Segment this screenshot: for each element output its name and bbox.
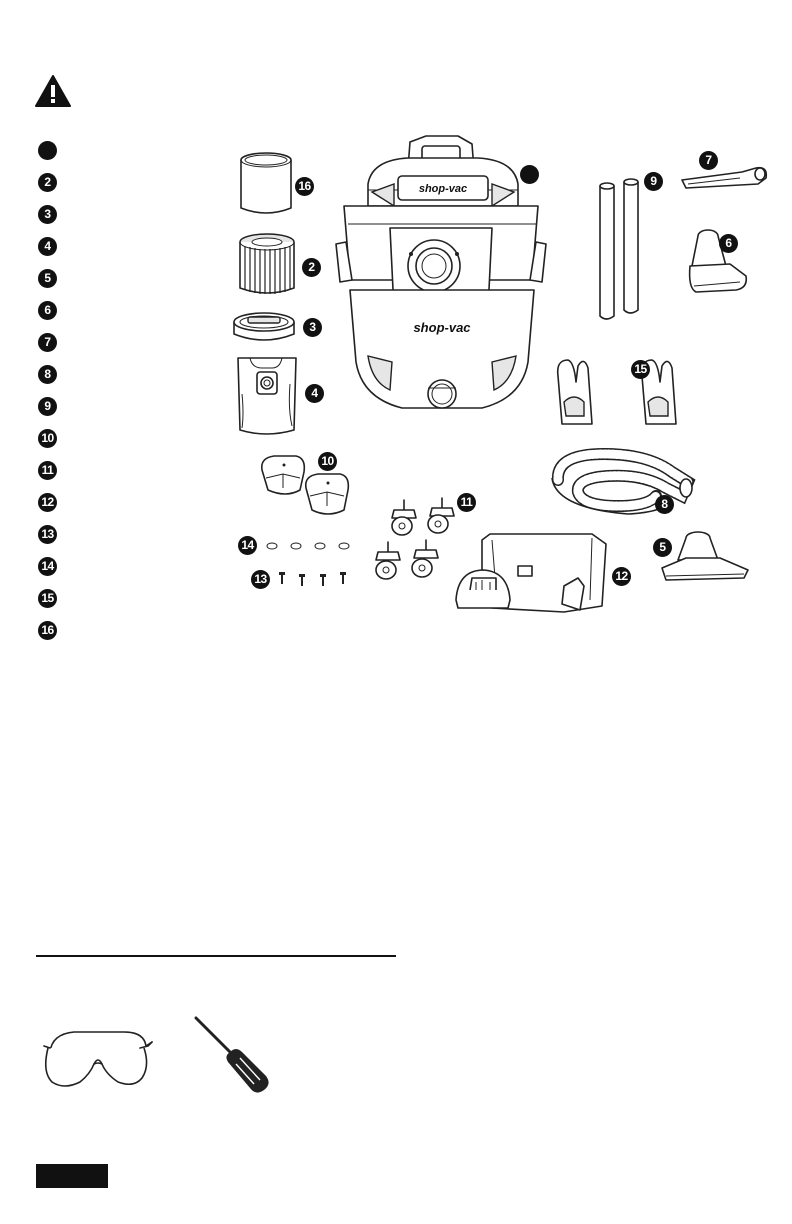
legend-bullet-9: 9 — [38, 397, 57, 416]
screwdriver-icon — [190, 1012, 280, 1098]
caster-covers-illustration — [256, 452, 356, 526]
callout-16: 16 — [295, 177, 314, 196]
callout-8: 8 — [655, 495, 674, 514]
callout-3: 3 — [303, 318, 322, 337]
accessory-holders-illustration — [548, 352, 692, 430]
callout-5: 5 — [653, 538, 672, 557]
legend-bullet-4: 4 — [38, 237, 57, 256]
vacuum-main-unit-illustration — [332, 132, 552, 414]
filter-retainer-illustration — [230, 308, 298, 348]
legend-bullet-6: 6 — [38, 301, 57, 320]
washers-illustration — [262, 538, 358, 554]
callout-9: 9 — [644, 172, 663, 191]
legend-bullet-13: 13 — [38, 525, 57, 544]
callout-15: 15 — [631, 360, 650, 379]
lid-logo: shop-vac — [418, 183, 468, 195]
callout-4: 4 — [305, 384, 324, 403]
callout-1 — [520, 165, 539, 184]
legend-bullet-8: 8 — [38, 365, 57, 384]
utility-nozzle-illustration — [686, 226, 750, 296]
legend-bullet-16: 16 — [38, 621, 57, 640]
extension-wands-illustration — [592, 178, 646, 326]
legend-bullet-11: 11 — [38, 461, 57, 480]
legend-bullet-7: 7 — [38, 333, 57, 352]
safety-glasses-icon — [40, 1012, 154, 1096]
hose-illustration — [548, 448, 698, 520]
floor-nozzle-illustration — [656, 530, 756, 586]
legend-bullet-10: 10 — [38, 429, 57, 448]
foam-sleeve-illustration — [236, 150, 296, 220]
callout-2: 2 — [302, 258, 321, 277]
warning-triangle-icon — [34, 74, 72, 108]
callout-10: 10 — [318, 452, 337, 471]
tank-logo: shop-vac — [413, 320, 471, 335]
cartridge-filter-illustration — [236, 232, 298, 298]
legend-bullet-3: 3 — [38, 205, 57, 224]
legend-bullet-12: 12 — [38, 493, 57, 512]
legend-bullet-5: 5 — [38, 269, 57, 288]
filter-bag-illustration — [232, 354, 302, 438]
legend-bullet-15: 15 — [38, 589, 57, 608]
dolly-base-illustration — [452, 530, 610, 622]
callout-6: 6 — [719, 234, 738, 253]
callout-14: 14 — [238, 536, 257, 555]
legend-bullet-14: 14 — [38, 557, 57, 576]
legend-bullet-1 — [38, 141, 57, 160]
crevice-tool-illustration — [678, 162, 774, 196]
section-divider — [36, 955, 396, 957]
legend-bullet-2: 2 — [38, 173, 57, 192]
footer-bar — [36, 1164, 108, 1188]
callout-12: 12 — [612, 567, 631, 586]
callout-7: 7 — [699, 151, 718, 170]
callout-11: 11 — [457, 493, 476, 512]
callout-13: 13 — [251, 570, 270, 589]
casters-illustration — [366, 496, 462, 592]
screws-illustration — [276, 570, 352, 590]
